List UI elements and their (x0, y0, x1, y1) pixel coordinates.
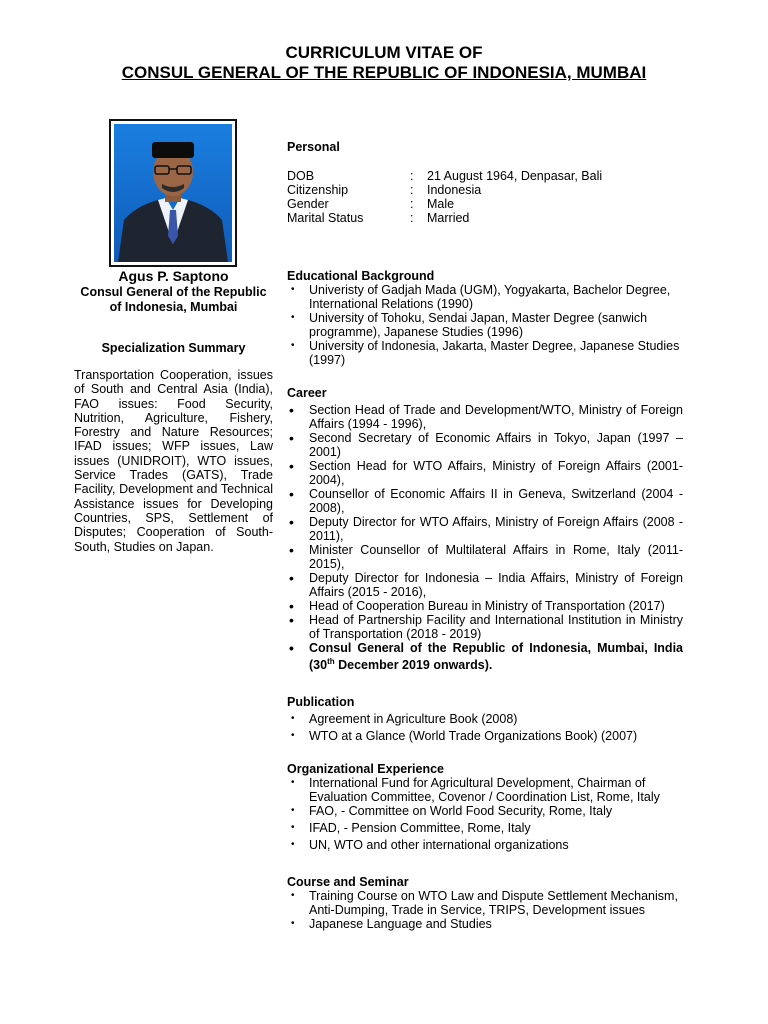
publication-heading: Publication (287, 695, 355, 709)
personal-heading: Personal (287, 140, 340, 154)
list-item: • IFAD, - Pension Committee, Rome, Italy (287, 821, 683, 835)
list-item: • UN, WTO and other international organizations (287, 838, 683, 852)
specialization-heading: Specialization Summary (101, 341, 246, 355)
personal-label: Citizenship (287, 183, 349, 197)
profile-photo (109, 119, 237, 267)
personal-value: Male (427, 197, 455, 211)
list-item: • University of Tohoku, Sendai Japan, Master Degree (sanwich programme), Japanese Studies (1996) (287, 311, 683, 339)
list-item: • WTO at a Glance (World Trade Organizations Book) (2007) (287, 729, 683, 743)
personal-row-dob (287, 169, 683, 183)
personal-value: 21 August 1964, Denpasar, Bali (427, 169, 603, 183)
personal-row-citizenship (287, 183, 683, 197)
personal-separator: : (410, 211, 414, 225)
personal-label: Marital Status (287, 211, 364, 225)
list-item: • Agreement in Agriculture Book (2008) (287, 712, 683, 726)
personal-value: Married (427, 211, 470, 225)
personal-section (287, 140, 683, 225)
list-item: • Deputy Director for WTO Affairs, Ministry of Foreign Affairs (2008 - 2011), (287, 515, 683, 543)
list-item: • Head of Cooperation Bureau in Ministry of Transportation (2017) (287, 599, 683, 613)
career-heading: Career (287, 386, 327, 400)
personal-row-gender (287, 197, 683, 211)
personal-label: DOB (287, 169, 315, 183)
organizational-list (287, 776, 683, 852)
list-item: • Counsellor of Economic Affairs II in Geneva, Switzerland (2004 - 2008), (287, 487, 683, 515)
personal-separator: : (410, 169, 414, 183)
education-list (287, 283, 683, 367)
personal-separator: : (410, 183, 414, 197)
career-list (287, 403, 683, 672)
list-item-current-post (287, 641, 683, 672)
list-item: • Japanese Language and Studies (287, 917, 683, 931)
personal-label: Gender (287, 197, 329, 211)
list-item: • Head of Partnership Facility and International Institution in Ministry of Transportation (2018 - 2019) (287, 613, 683, 641)
publication-section (287, 695, 683, 743)
personal-value: Indonesia (427, 183, 482, 197)
list-item: • Minister Counsellor of Multilateral Affairs in Rome, Italy (2011-2015), (287, 543, 683, 571)
document-title-line1: CURRICULUM VITAE OF (285, 43, 483, 62)
courses-list (287, 889, 683, 931)
list-item: • Section Head of Trade and Development/WTO, Ministry of Foreign Affairs (1994 - 1996), (287, 403, 683, 431)
career-section (287, 386, 683, 672)
current-post-text-end: December 2019 onwards). (334, 658, 493, 673)
list-item: • Second Secretary of Economic Affairs in Tokyo, Japan (1997 – 2001) (287, 431, 683, 459)
profile-photo-image (114, 124, 232, 262)
list-item: • International Fund for Agricultural Development, Chairman of Evaluation Committee, Covenor / Coordination List, Rome, Italy (287, 776, 683, 804)
list-item: • FAO, - Committee on World Food Security, Rome, Italy (287, 804, 683, 818)
list-item: • Deputy Director for Indonesia – India Affairs, Ministry of Foreign Affairs (2015 - 2016), (287, 571, 683, 599)
current-post-text: Consul General of the Republic of Indonesia, Mumbai, India (30 (309, 641, 683, 673)
personal-row-marital-status (287, 211, 683, 225)
profile-role: Consul General of the Republic of Indonesia, Mumbai (80, 285, 267, 314)
list-item: • Univeristy of Gadjah Mada (UGM), Yogyakarta, Bachelor Degree, International Relations (1990) (287, 283, 683, 311)
education-heading: Educational Background (287, 269, 435, 283)
current-post-ordinal: th (327, 657, 335, 666)
courses-section (287, 875, 683, 931)
organizational-heading: Organizational Experience (287, 762, 444, 776)
courses-heading: Course and Seminar (287, 875, 409, 889)
list-item: • Section Head for WTO Affairs, Ministry of Foreign Affairs (2001-2004), (287, 459, 683, 487)
document-title-line2 (0, 63, 768, 83)
publication-list (287, 712, 683, 743)
list-item: • Training Course on WTO Law and Dispute Settlement Mechanism, Anti-Dumping, Trade in Service, TRIPS, Development issues (287, 889, 683, 917)
document-title-line2-text: CONSUL GENERAL OF THE REPUBLIC OF INDONESIA, MUMBAI (121, 63, 647, 82)
profile-name: Agus P. Saptono (118, 268, 229, 284)
education-section (287, 269, 683, 367)
list-item: • University of Indonesia, Jakarta, Master Degree, Japanese Studies (1997) (287, 339, 683, 367)
personal-separator: : (410, 197, 414, 211)
organizational-section (287, 762, 683, 852)
specialization-summary: Transportation Cooperation, issues of South and Central Asia (India), FAO issues: Food Security, Nutrition, Agriculture, Fishery, Forestry and Nature Resources; IFAD issues; WFP issues, Law issues (UNIDROIT), WTO issues, Service Trades (GATS), Trade Facility, Development and Technical Assistance issues for Developing Countries, SPS, Settlement of Disputes; Cooperation of South-South, Studies on Japan. (74, 368, 273, 554)
